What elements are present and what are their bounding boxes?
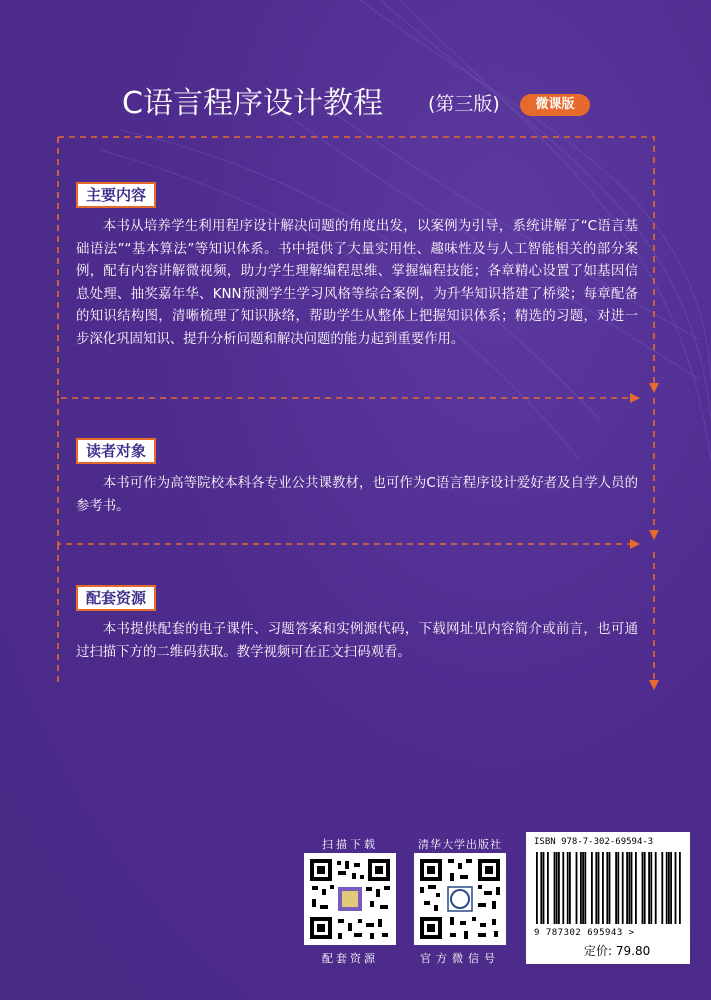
barcode-bars [536, 852, 684, 926]
qr-code-icon [414, 853, 506, 945]
section-tag-label: 主要内容 [86, 186, 147, 204]
section-text-main-content: 本书从培养学生利用程序设计解决问题的角度出发，以案例为引导，系统讲解了“C语言基础语法”“基本算法”等知识体系。书中提供了大量实用性、趣味性及与人工智能相关的部分案例，配有内容讲解微视频，助力学生理解编程思维、掌握编程技能；各章精心设置了如基因信息处理、抽奖嘉年华、KNN预测学生学习风格等综合案例，为升华知识搭建了桥梁；每章配备的知识结构图，清晰梳理了知识脉络，帮助学生从整体上把握知识体系；精选的习题，对进一步深化巩固知识、提升分析问题和解决问题的能力起到重要作用。 [76, 219, 638, 347]
qr-code-icon [304, 853, 396, 945]
book-title: C语言程序设计教程 [122, 86, 383, 121]
section-tag-resources [76, 585, 156, 611]
section-tag-audience [76, 438, 156, 464]
isbn-text: ISBN 978-7-302-69594-3 [534, 837, 654, 847]
section-text-resources: 本书提供配套的电子课件、习题答案和实例源代码，下载网址见内容简介或前言，也可通过扫描下方的二维码获取。教学视频可在正文扫码观看。 [76, 622, 638, 660]
price-label: 定价: 79.80 [584, 944, 651, 958]
edition-badge: 微课版 [520, 94, 590, 116]
section-text-audience: 本书可作为高等院校本科各专业公共课教材，也可作为C语言程序设计爱好者及自学人员的参考书。 [76, 476, 638, 514]
qr-bottom-label-resources: 配套资源 [322, 952, 378, 965]
book-edition: (第三版) [428, 93, 500, 115]
qr-bottom-label-wechat: 官方微信号 [420, 952, 500, 965]
isbn-barcode [526, 832, 690, 964]
qr-top-label-download: 扫描下载 [322, 838, 378, 851]
section-tag-label: 读者对象 [86, 442, 147, 460]
qr-code-resources[interactable] [304, 853, 396, 945]
section-tag-label: 配套资源 [86, 589, 147, 607]
qr-top-label-publisher: 清华大学出版社 [418, 838, 502, 851]
section-tag-main-content [76, 182, 156, 208]
qr-code-wechat[interactable] [414, 853, 506, 945]
barcode-digits: 9 787302 695943 > [534, 928, 635, 938]
